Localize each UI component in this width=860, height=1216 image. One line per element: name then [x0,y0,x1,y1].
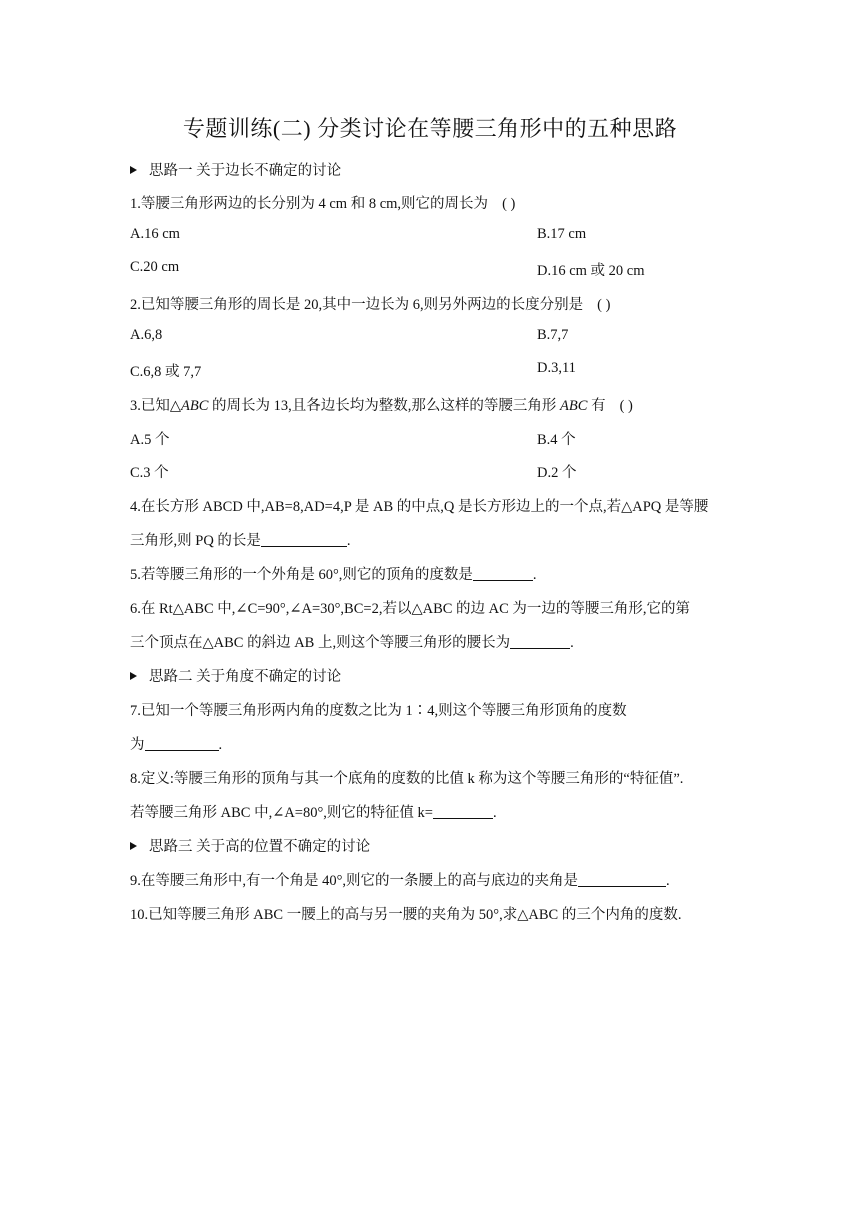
q3-options-row-1 [130,428,576,449]
question-7-line-2: 为 . [130,737,223,753]
q1-option-c: C.20 cm [130,259,180,275]
answer-blank[interactable] [510,634,570,649]
question-8-line-1: 8.定义:等腰三角形的顶角与其一个底角的度数的比值 k 称为这个等腰三角形的“特征值”. [130,771,684,787]
answer-blank[interactable] [145,736,219,751]
q3-option-a: A.5 个 [130,432,170,448]
page-title: 专题训练(二) 分类讨论在等腰三角形中的五种思路 [182,116,678,141]
q2-options-row-1 [130,327,569,344]
answer-blank[interactable] [261,532,347,547]
question-4-line-2: 三角形,则 PQ 的长是 . [130,533,351,549]
q1-option-d: D.16 cm 或 20 cm [537,263,645,279]
answer-paren: ( ) [619,398,633,414]
answer-blank[interactable] [433,804,493,819]
q2-option-b: B.7,7 [537,327,569,343]
question-2: 2.已知等腰三角形的周长是 20,其中一边长为 6,则另外两边的长度分别是 ( ) [130,297,611,313]
q2-option-a: A.6,8 [130,327,163,343]
question-8-line-2: 若等腰三角形 ABC 中,∠A=80°,则它的特征值 k= . [130,805,497,821]
section-heading-1: 思路一 关于边长不确定的讨论 [130,159,341,180]
question-3: 3.已知△ABC 的周长为 13,且各边长均为整数,那么这样的等腰三角形 ABC 有 ( ) [130,398,633,414]
q2-options-row-2 [130,360,576,381]
question-1: 1.等腰三角形两边的长分别为 4 cm 和 8 cm,则它的周长为 ( ) [130,196,516,212]
question-9: 9.在等腰三角形中,有一个角是 40°,则它的一条腰上的高与底边的夹角是 . [130,873,670,889]
question-10: 10.已知等腰三角形 ABC 一腰上的高与另一腰的夹角为 50°,求△ABC 的三个内角的度数. [130,907,682,923]
q1-option-b: B.17 cm [537,226,587,242]
answer-paren: ( ) [502,196,516,212]
q1-options-row-2 [130,259,645,279]
triangle-bullet-icon [130,166,137,174]
q2-option-d: D.3,11 [537,360,576,376]
section-heading-2: 思路二 关于角度不确定的讨论 [130,665,341,686]
question-5: 5.若等腰三角形的一个外角是 60°,则它的顶角的度数是 . [130,567,537,583]
triangle-bullet-icon [130,672,137,680]
q1-options-row-1 [130,226,587,243]
question-7-line-1: 7.已知一个等腰三角形两内角的度数之比为 1∶4,则这个等腰三角形顶角的度数 [130,703,627,719]
answer-blank[interactable] [578,872,666,887]
answer-blank[interactable] [473,566,533,581]
q3-options-row-2 [130,461,577,482]
question-6-line-1: 6.在 Rt△ABC 中,∠C=90°,∠A=30°,BC=2,若以△ABC 的边 AC 为一边的等腰三角形,它的第 [130,601,691,617]
triangle-bullet-icon [130,842,137,850]
q2-option-c: C.6,8 或 7,7 [130,364,202,380]
q3-option-d: D.2 个 [537,465,577,481]
q1-option-a: A.16 cm [130,226,180,242]
q3-option-c: C.3 个 [130,465,169,481]
question-6-line-2: 三个顶点在△ABC 的斜边 AB 上,则这个等腰三角形的腰长为 . [130,635,574,651]
answer-paren: ( ) [597,297,611,313]
q3-option-b: B.4 个 [537,432,576,448]
question-4-line-1: 4.在长方形 ABCD 中,AB=8,AD=4,P 是 AB 的中点,Q 是长方形边上的一个点,若△APQ 是等腰 [130,499,709,515]
section-heading-3: 思路三 关于高的位置不确定的讨论 [130,835,370,856]
